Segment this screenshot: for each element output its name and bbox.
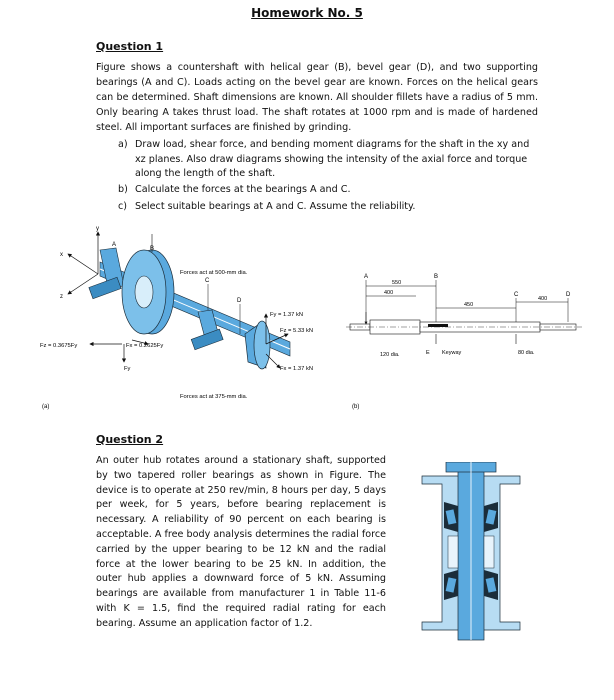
figure-b-point-b: B [434, 274, 439, 280]
dim-550: 550 [392, 280, 402, 286]
force-fy-d: Fy = 1.37 kN [270, 312, 304, 318]
dim-400-left: 400 [384, 290, 394, 296]
question-1-item-b [118, 183, 538, 198]
item-label: c) [118, 201, 128, 212]
figure-a-label: (a) [42, 404, 50, 410]
item-label: b) [118, 184, 128, 195]
figure-b-shaft-dimensions [340, 262, 590, 412]
force-fx-b: Fx = 0.2625Fy [126, 343, 164, 349]
keyway-label: Keyway [442, 350, 462, 356]
figure-a-point-a: A [112, 242, 117, 248]
page-title: Homework No. 5 [251, 6, 363, 20]
question-2-heading: Question 2 [96, 433, 164, 446]
force-fx-d: Fx = 1.37 kN [280, 366, 314, 372]
force-fy-b: Fy [124, 366, 131, 372]
figure-b-label: (b) [352, 404, 360, 410]
figure-a-point-b: B [150, 246, 155, 252]
figure-a-point-c: C [205, 278, 210, 284]
dia-120: 120 dia. [380, 352, 400, 358]
axis-y-label: y [96, 226, 99, 232]
dim-400-right: 400 [538, 296, 548, 302]
figure-b-point-a: A [364, 274, 369, 280]
axis-x-label: x [60, 252, 63, 258]
caption-forces-375: Forces act at 375-mm dia. [180, 394, 248, 400]
question-1-item-c [118, 200, 538, 215]
question-1-heading: Question 1 [96, 40, 164, 53]
figure-b-point-e: E [426, 350, 430, 356]
item-text: Draw load, shear force, and bending moment diagrams for the shaft in the xy and xz planes. Also draw diagrams showing the intensity of the axial force and torque along the length of the shaft. [135, 139, 530, 179]
figure-hub-bearings [416, 462, 526, 642]
figure-a-point-d: D [237, 298, 242, 304]
item-text: Calculate the forces at the bearings A and C. [135, 184, 351, 195]
item-label: a) [118, 139, 128, 150]
figure-a-countershaft [40, 222, 360, 412]
question-2-body: An outer hub rotates around a stationary shaft, supported by two tapered roller bearings as shown in Figure. The device is to operate at 250 rev/min, 8 hours per day, 5 days per week, for 5 years, before bearing replacement is necessary. A reliability of 90 percent on each bearing is acceptable. A free body analysis determines the radial force carried by the upper bearing to be 12 kN and the radial force at the lower bearing to be 25 kN. In addition, the outer hub applies a downward force of 5 kN. Assuming bearings are available from manufacturer 1 in Table 11-6 with K = 1.5, find the required radial rating for each bearing. Assume an application factor of 1.2. [96, 455, 386, 629]
axis-z-label: z [60, 294, 63, 300]
figure-b-point-c: C [514, 292, 519, 298]
caption-forces-500: Forces act at 500-mm dia. [180, 270, 248, 276]
force-fz-d: Fz = 5.33 kN [280, 328, 314, 334]
item-text: Select suitable bearings at A and C. Assume the reliability. [135, 201, 416, 212]
question-1-body: Figure shows a countershaft with helical gear (B), bevel gear (D), and two supporting bearings (A and C). Loads acting on the bevel gear are known. Forces on the helical gears can be determined. Shaft dimensions are known. All shoulder fillets have a radius of 5 mm. Only bearing A takes thrust load. The shaft rotates at 1000 rpm and is made of hardened steel. All important surfaces are finished by grinding. [96, 62, 538, 133]
force-fz-b: Fz = 0.3675Fy [40, 343, 78, 349]
figure-b-point-d: D [566, 292, 571, 298]
dim-450: 450 [464, 302, 474, 308]
question-1-item-a [118, 138, 538, 182]
dia-80: 80 dia. [518, 350, 535, 356]
